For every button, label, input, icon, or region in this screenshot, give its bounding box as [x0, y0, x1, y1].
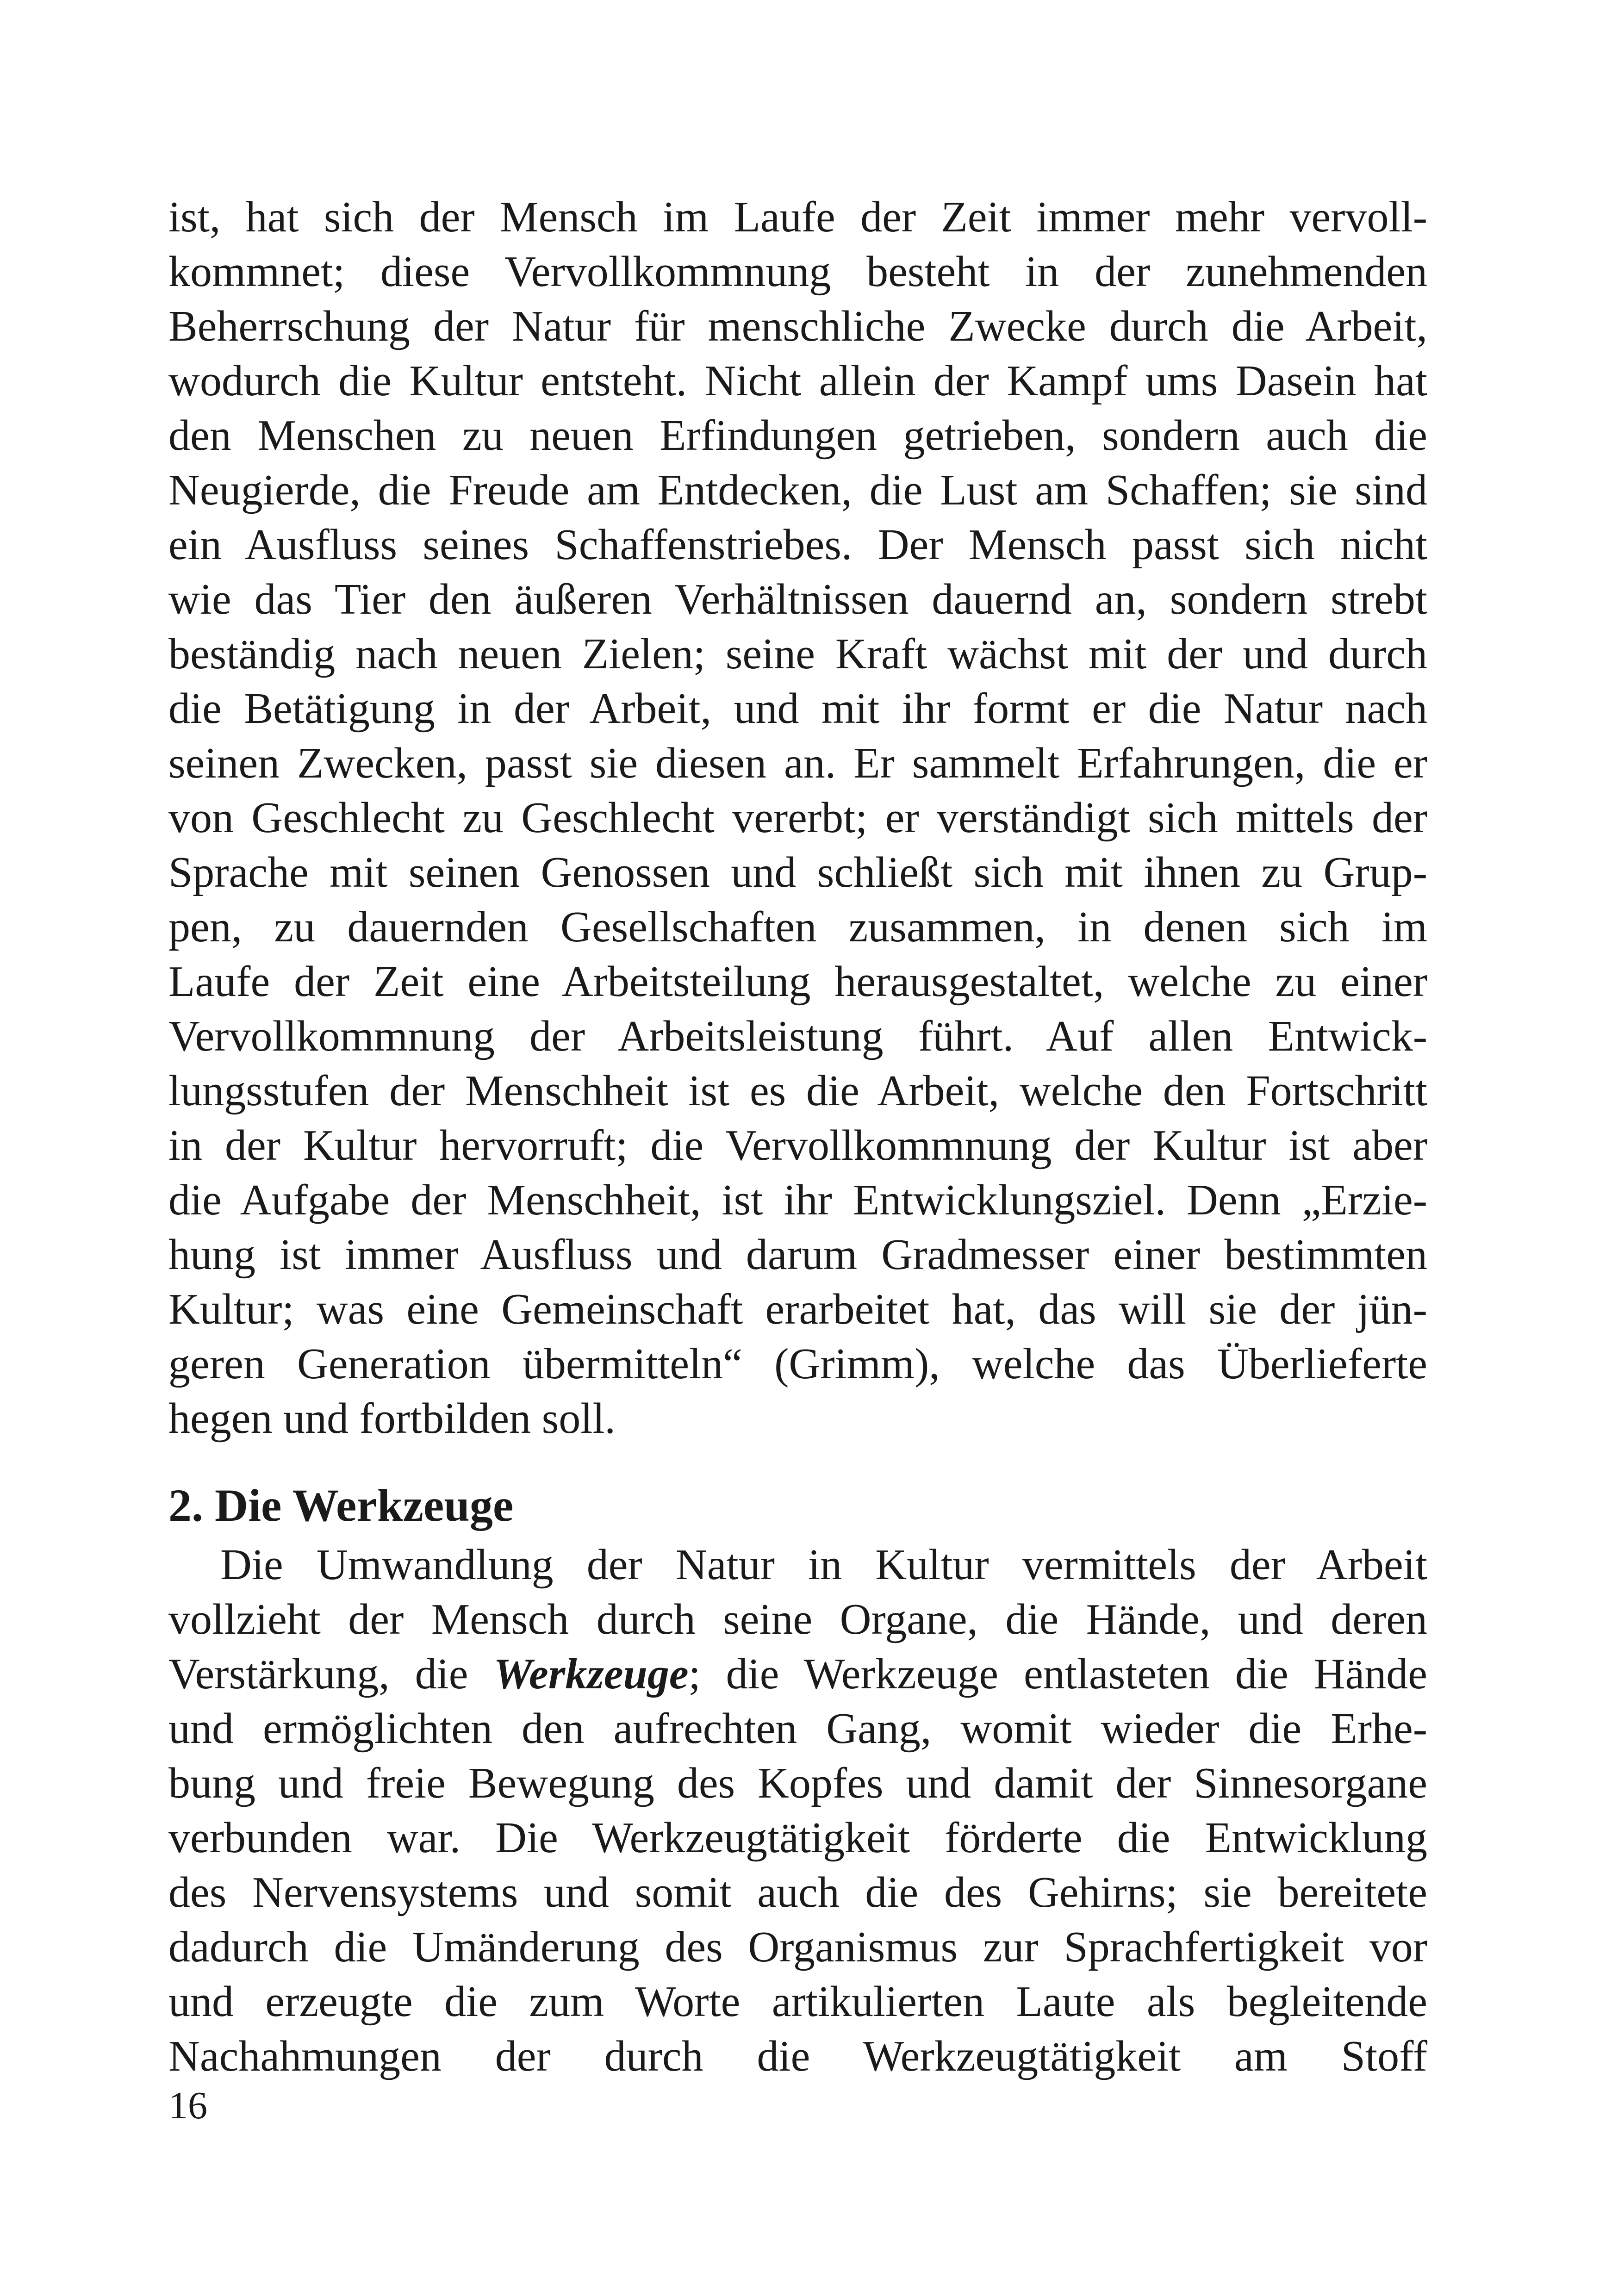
- text-line: Nachahmungen der durch die Werkzeugtätigkeit am Stoff: [168, 2032, 1427, 2080]
- text-line: pen, zu dauernden Gesellschaften zusammen, in denen sich im: [168, 903, 1427, 951]
- text-segment: Verstärkung, die: [168, 1650, 494, 1698]
- emphasized-term: Werkzeuge: [493, 1650, 689, 1698]
- text-line: hegen und fortbilden soll.: [168, 1394, 616, 1443]
- text-line-with-emphasis: [168, 1647, 1427, 1701]
- text-line: beständig nach neuen Zielen; seine Kraft wächst mit der und durch: [168, 630, 1427, 678]
- body-paragraph-2: [168, 1537, 1427, 2084]
- text-line: von Geschlecht zu Geschlecht vererbt; er verständigt sich mittels der: [168, 794, 1427, 842]
- text-line: kommnet; diese Vervollkommnung besteht in der zunehmenden: [168, 248, 1427, 296]
- text-line: ist, hat sich der Mensch im Laufe der Zeit immer mehr vervoll-: [168, 193, 1427, 241]
- text-line: Neugierde, die Freude am Entdecken, die Lust am Schaffen; sie sind: [168, 466, 1427, 514]
- text-line: dadurch die Umänderung des Organismus zur Sprachfertigkeit vor: [168, 1923, 1427, 1971]
- text-line: vollzieht der Mensch durch seine Organe, die Hände, und deren: [168, 1595, 1427, 1643]
- text-line: die Betätigung in der Arbeit, und mit ihr formt er die Natur nach: [168, 684, 1427, 733]
- text-line: geren Generation übermitteln“ (Grimm), welche das Überlieferte: [168, 1340, 1427, 1388]
- section-heading: 2. Die Werkzeuge: [168, 1480, 514, 1531]
- text-line: und ermöglichten den aufrechten Gang, womit wieder die Erhe-: [168, 1705, 1427, 1753]
- text-line: in der Kultur hervorruft; die Vervollkommnung der Kultur ist aber: [168, 1121, 1427, 1170]
- page-number: 16: [168, 2084, 207, 2127]
- text-line: Die Umwandlung der Natur in Kultur vermittels der Arbeit: [220, 1541, 1427, 1589]
- text-line: bung und freie Bewegung des Kopfes und damit der Sinnesorgane: [168, 1759, 1427, 1807]
- text-line: des Nervensystems und somit auch die des Gehirns; sie bereitete: [168, 1868, 1427, 1916]
- text-line: hung ist immer Ausfluss und darum Gradmesser einer bestimmten: [168, 1231, 1427, 1279]
- text-line: seinen Zwecken, passt sie diesen an. Er sammelt Erfahrungen, die er: [168, 739, 1427, 787]
- text-line: den Menschen zu neuen Erfindungen getrieben, sondern auch die: [168, 411, 1427, 460]
- text-line: lungsstufen der Menschheit ist es die Arbeit, welche den Fortschritt: [168, 1067, 1427, 1115]
- text-line: Sprache mit seinen Genossen und schließt sich mit ihnen zu Grup-: [168, 848, 1427, 896]
- text-line: Vervollkommnung der Arbeitsleistung führt. Auf allen Entwick-: [168, 1012, 1427, 1060]
- text-line: Beherrschung der Natur für menschliche Zwecke durch die Arbeit,: [168, 302, 1427, 350]
- text-line: und erzeugte die zum Worte artikulierten Laute als begleitende: [168, 1978, 1427, 2026]
- text-line: wodurch die Kultur entsteht. Nicht allein der Kampf ums Dasein hat: [168, 357, 1427, 405]
- text-line: ein Ausfluss seines Schaffenstriebes. Der Mensch passt sich nicht: [168, 521, 1427, 569]
- text-line: Kultur; was eine Gemeinschaft erarbeitet hat, das will sie der jün-: [168, 1285, 1427, 1333]
- text-line: Laufe der Zeit eine Arbeitsteilung herausgestaltet, welche zu einer: [168, 958, 1427, 1006]
- text-line: die Aufgabe der Menschheit, ist ihr Entwicklungsziel. Denn „Erzie-: [168, 1176, 1427, 1224]
- text-line: verbunden war. Die Werkzeugtätigkeit förderte die Entwicklung: [168, 1814, 1427, 1862]
- text-line: wie das Tier den äußeren Verhältnissen dauernd an, sondern strebt: [168, 575, 1427, 623]
- text-segment: ; die Werkzeuge entlasteten die Hände: [688, 1650, 1427, 1698]
- body-paragraph-1: [168, 190, 1427, 1446]
